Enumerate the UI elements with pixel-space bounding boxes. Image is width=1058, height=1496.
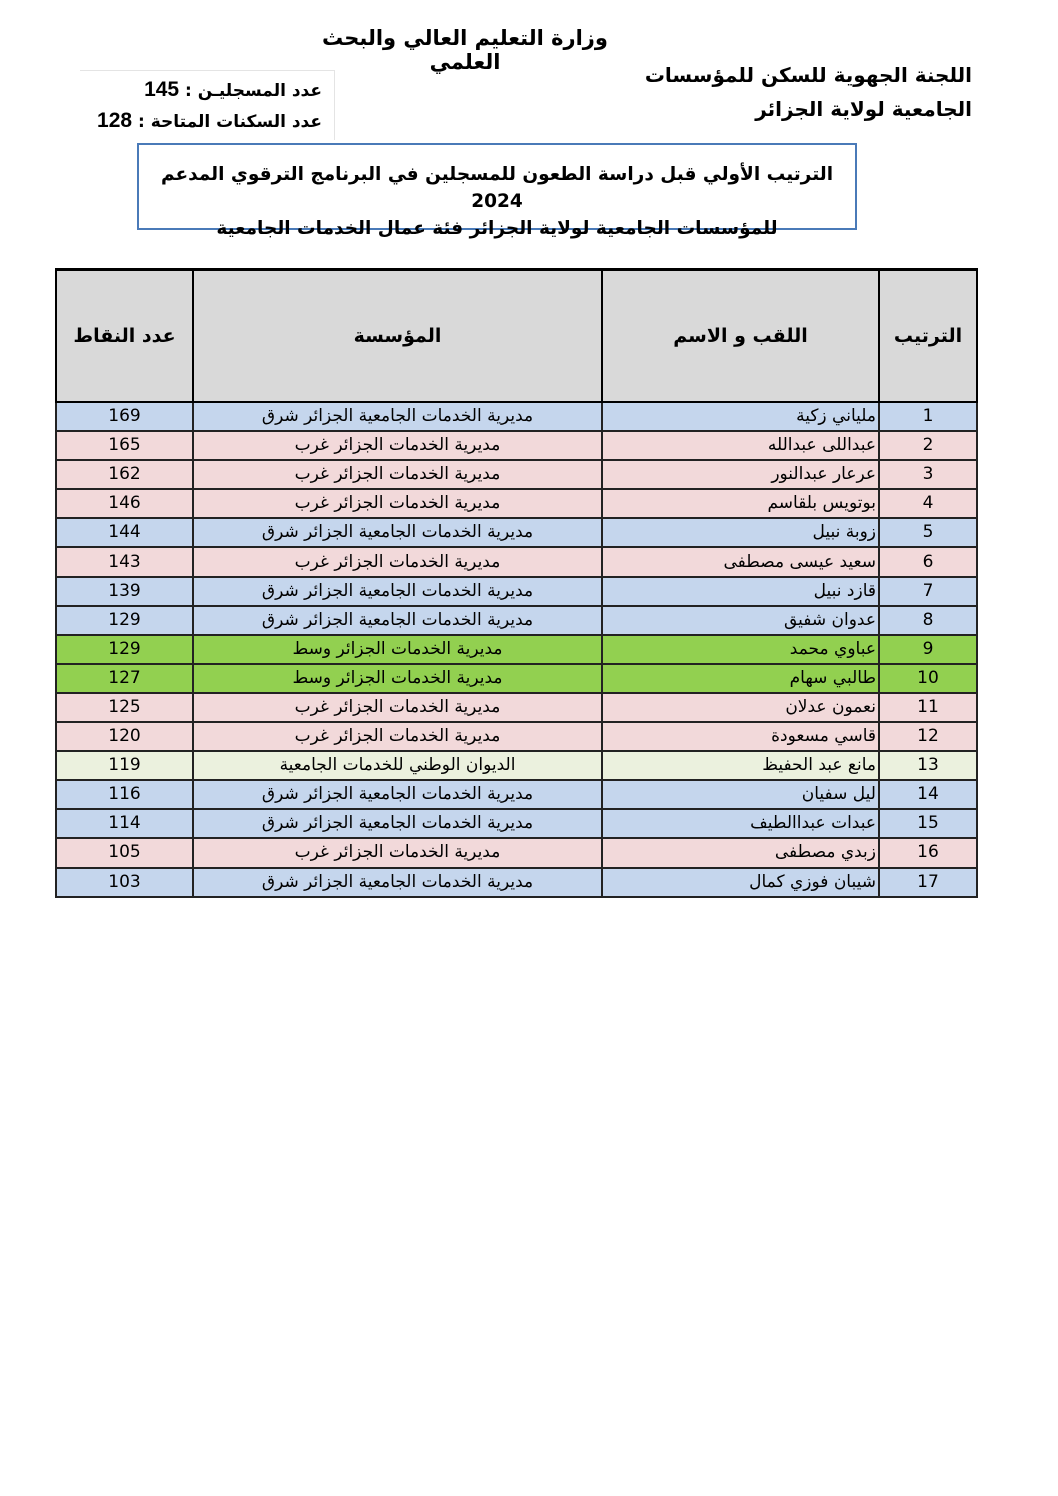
rank-cell: 4 <box>879 489 977 518</box>
rank-cell: 14 <box>879 780 977 809</box>
name-cell: قاسي مسعودة <box>602 722 879 751</box>
rank-cell: 2 <box>879 431 977 460</box>
table-row <box>56 693 977 722</box>
name-cell: عبداللى عبدالله <box>602 431 879 460</box>
table-row <box>56 664 977 693</box>
name-cell: ملياني زكية <box>602 402 879 431</box>
rank-cell: 15 <box>879 809 977 838</box>
inst-cell: مديرية الخدمات الجزائر غرب <box>193 838 602 867</box>
inst-cell: مديرية الخدمات الجامعية الجزائر شرق <box>193 868 602 897</box>
points-cell: 114 <box>56 809 193 838</box>
name-cell: عباوي محمد <box>602 635 879 664</box>
table-row <box>56 460 977 489</box>
points-cell: 129 <box>56 635 193 664</box>
inst-cell: الديوان الوطني للخدمات الجامعية <box>193 751 602 780</box>
points-cell: 162 <box>56 460 193 489</box>
name-cell: ليل سفيان <box>602 780 879 809</box>
points-cell: 120 <box>56 722 193 751</box>
table-row <box>56 606 977 635</box>
points-cell: 169 <box>56 402 193 431</box>
name-cell: شيبان فوزي كمال <box>602 868 879 897</box>
rank-cell: 16 <box>879 838 977 867</box>
table-row <box>56 722 977 751</box>
rank-cell: 10 <box>879 664 977 693</box>
rank-cell: 8 <box>879 606 977 635</box>
rank-cell: 12 <box>879 722 977 751</box>
inst-cell: مديرية الخدمات الجزائر وسط <box>193 664 602 693</box>
rank-cell: 11 <box>879 693 977 722</box>
name-cell: بوتويس بلقاسم <box>602 489 879 518</box>
table-row <box>56 431 977 460</box>
points-cell: 139 <box>56 577 193 606</box>
name-cell: عرعار عبدالنور <box>602 460 879 489</box>
available-count <box>80 106 322 137</box>
rank-cell: 6 <box>879 547 977 576</box>
header-points: عدد النقاط <box>56 270 193 403</box>
inst-cell: مديرية الخدمات الجزائر غرب <box>193 547 602 576</box>
inst-cell: مديرية الخدمات الجزائر غرب <box>193 489 602 518</box>
title-line-1: الترتيب الأولي قبل دراسة الطعون للمسجلين في البرنامج الترقوي المدعم 2024 <box>160 164 834 212</box>
name-cell: زوبة نبيل <box>602 518 879 547</box>
header-rank: الترتيب <box>879 270 977 403</box>
table-row <box>56 868 977 897</box>
points-cell: 105 <box>56 838 193 867</box>
table-row <box>56 518 977 547</box>
table-row <box>56 635 977 664</box>
inst-cell: مديرية الخدمات الجزائر غرب <box>193 722 602 751</box>
name-cell: قازد نبيل <box>602 577 879 606</box>
inst-cell: مديرية الخدمات الجزائر وسط <box>193 635 602 664</box>
rank-cell: 7 <box>879 577 977 606</box>
table-row <box>56 780 977 809</box>
points-cell: 125 <box>56 693 193 722</box>
points-cell: 144 <box>56 518 193 547</box>
inst-cell: مديرية الخدمات الجامعية الجزائر شرق <box>193 518 602 547</box>
points-cell: 119 <box>56 751 193 780</box>
name-cell: طالبي سهام <box>602 664 879 693</box>
title-line-2: للمؤسسات الجامعية لولاية الجزائر فئة عمال الخدمات الجامعية <box>216 218 778 239</box>
name-cell: مانع عبد الحفيظ <box>602 751 879 780</box>
counts-box <box>80 70 335 140</box>
table-header-row <box>56 270 977 403</box>
points-cell: 143 <box>56 547 193 576</box>
points-cell: 146 <box>56 489 193 518</box>
table-row <box>56 751 977 780</box>
table-row <box>56 547 977 576</box>
rank-cell: 5 <box>879 518 977 547</box>
rank-cell: 13 <box>879 751 977 780</box>
inst-cell: مديرية الخدمات الجامعية الجزائر شرق <box>193 402 602 431</box>
header-institution: المؤسسة <box>193 270 602 403</box>
rank-cell: 17 <box>879 868 977 897</box>
points-cell: 129 <box>56 606 193 635</box>
ranking-table <box>55 268 978 898</box>
registered-count <box>80 75 322 106</box>
inst-cell: مديرية الخدمات الجامعية الجزائر شرق <box>193 780 602 809</box>
name-cell: نعمون عدلان <box>602 693 879 722</box>
inst-cell: مديرية الخدمات الجزائر غرب <box>193 431 602 460</box>
name-cell: عبدات عبداالطيف <box>602 809 879 838</box>
points-cell: 165 <box>56 431 193 460</box>
inst-cell: مديرية الخدمات الجزائر غرب <box>193 460 602 489</box>
table-row <box>56 577 977 606</box>
inst-cell: مديرية الخدمات الجامعية الجزائر شرق <box>193 809 602 838</box>
inst-cell: مديرية الخدمات الجزائر غرب <box>193 693 602 722</box>
committee-line-2: الجامعية لولاية الجزائر <box>755 97 972 121</box>
table-row <box>56 402 977 431</box>
table-body <box>56 402 977 897</box>
inst-cell: مديرية الخدمات الجامعية الجزائر شرق <box>193 606 602 635</box>
inst-cell: مديرية الخدمات الجامعية الجزائر شرق <box>193 577 602 606</box>
available-value: 128 <box>97 109 133 132</box>
registered-label: عدد المسجليـن : <box>185 81 322 101</box>
committee-line-1: اللجنة الجهوية للسكن للمؤسسات <box>644 63 972 87</box>
points-cell: 116 <box>56 780 193 809</box>
ministry-name: وزارة التعليم العالي والبحث العلمي <box>322 26 608 74</box>
table-row <box>56 838 977 867</box>
points-cell: 127 <box>56 664 193 693</box>
table-row <box>56 489 977 518</box>
rank-cell: 1 <box>879 402 977 431</box>
name-cell: زبدي مصطفى <box>602 838 879 867</box>
table-row <box>56 809 977 838</box>
committee-name <box>572 58 972 126</box>
name-cell: سعيد عيسى مصطفى <box>602 547 879 576</box>
registered-value: 145 <box>144 78 180 101</box>
name-cell: عدوان شفيق <box>602 606 879 635</box>
points-cell: 103 <box>56 868 193 897</box>
rank-cell: 9 <box>879 635 977 664</box>
rank-cell: 3 <box>879 460 977 489</box>
available-label: عدد السكنات المتاحة : <box>137 112 322 132</box>
title-box <box>137 143 857 239</box>
header-name: اللقب و الاسم <box>602 270 879 403</box>
